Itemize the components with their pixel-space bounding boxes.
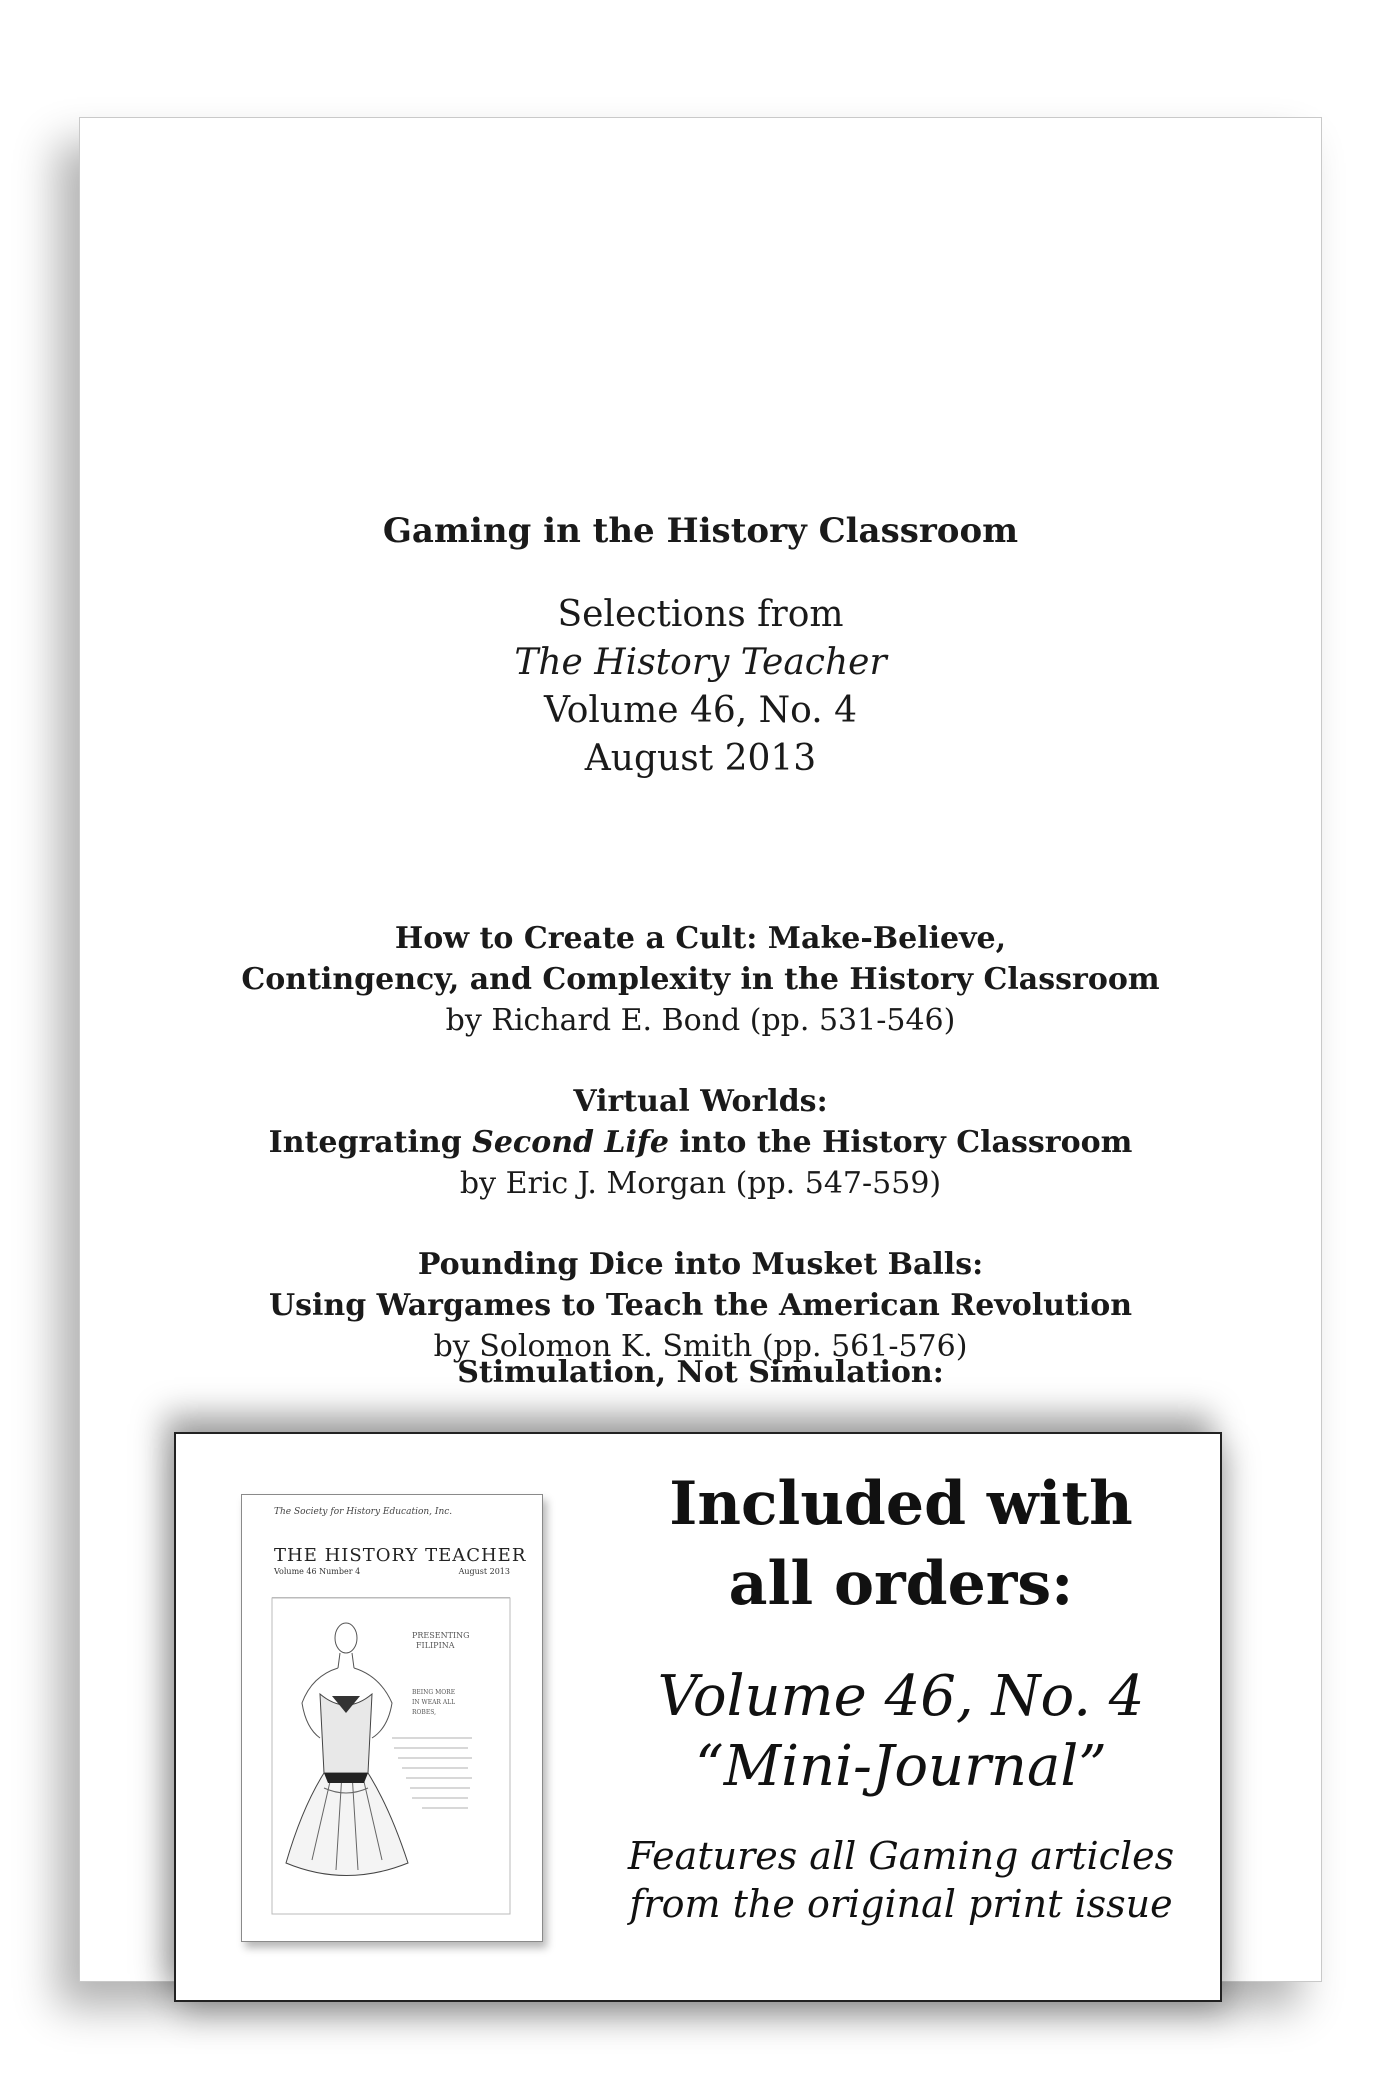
promo-features — [616, 1832, 1186, 1928]
promo-features-line: Features all Gaming articles — [627, 1834, 1175, 1878]
article-item — [80, 1081, 1321, 1204]
promo-volume — [616, 1662, 1186, 1802]
journal-cover-thumbnail — [241, 1494, 543, 1942]
promo-box — [174, 1432, 1222, 2002]
promo-heading-line: Included with — [669, 1469, 1133, 1539]
promo-heading — [616, 1464, 1186, 1624]
cover-society: The Society for History Education, Inc. — [274, 1507, 453, 1517]
cover-illustration — [272, 1597, 510, 1914]
partial-article-title-text: Stimulation, Not Simulation: — [457, 1355, 944, 1390]
promo-features-line: from the original print issue — [629, 1882, 1173, 1926]
article-title: Virtual Worlds: — [573, 1084, 828, 1119]
page-title: Gaming in the History Classroom — [382, 511, 1019, 551]
article-title-part: into the History Classroom — [668, 1125, 1133, 1160]
subtitle-line: Selections from — [557, 594, 844, 635]
volume-number: Volume 46, No. 4 — [544, 690, 857, 731]
cover-date: August 2013 — [458, 1567, 510, 1576]
title-block — [80, 511, 1321, 783]
article-title-part: Integrating — [268, 1125, 473, 1160]
promo-mini-journal: “Mini-Journal” — [695, 1734, 1107, 1799]
svg-text:ROBES,: ROBES, — [412, 1709, 437, 1716]
article-title-emphasis: Second Life — [472, 1125, 669, 1160]
subtitle — [80, 591, 1321, 783]
article-title — [80, 1122, 1321, 1163]
svg-text:BEING MORE: BEING MORE — [412, 1689, 456, 1696]
cover-volume: Volume 46 Number 4 — [274, 1567, 361, 1576]
issue-date: August 2013 — [584, 738, 817, 779]
article-title: Using Wargames to Teach the American Revolution — [268, 1288, 1133, 1323]
promo-volume-number: Volume 46, No. 4 — [657, 1664, 1145, 1729]
article-title: How to Create a Cult: Make-Believe, — [394, 921, 1007, 956]
article-title: Pounding Dice into Musket Balls: — [417, 1247, 984, 1282]
svg-text:PRESENTING: PRESENTING — [412, 1631, 470, 1640]
svg-text:FILIPINA: FILIPINA — [416, 1641, 455, 1650]
svg-text:IN WEAR ALL: IN WEAR ALL — [412, 1699, 456, 1706]
article-author: by Eric J. Morgan (pp. 547-559) — [459, 1166, 942, 1201]
article-author: by Solomon K. Smith (pp. 561-576) — [433, 1329, 968, 1364]
article-title: Contingency, and Complexity in the History Classroom — [241, 962, 1160, 997]
journal-name: The History Teacher — [514, 642, 887, 683]
promo-heading-line: all orders: — [728, 1549, 1074, 1619]
promo-text — [616, 1464, 1186, 1928]
article-list — [80, 918, 1321, 1407]
article-item — [80, 918, 1321, 1041]
article-author: by Richard E. Bond (pp. 531-546) — [445, 1003, 956, 1038]
cover-journal-title: THE HISTORY TEACHER — [274, 1545, 527, 1566]
